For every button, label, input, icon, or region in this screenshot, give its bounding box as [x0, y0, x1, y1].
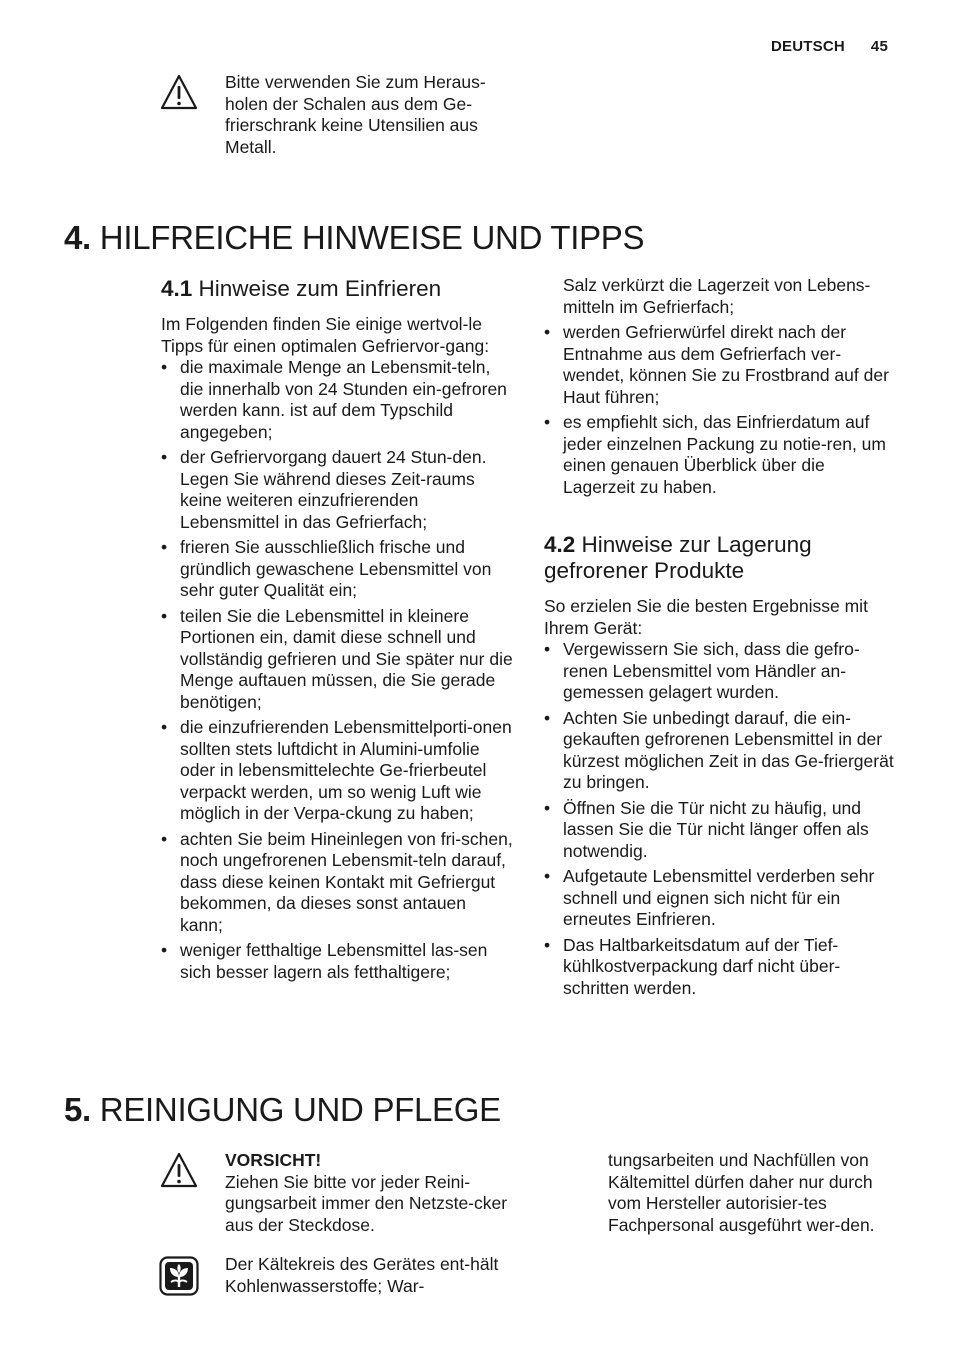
list-item: • achten Sie beim Hineinlegen von fri-schen, noch ungefrorenen Lebensmit-teln darauf, dass diese keinen Kontakt mit Gefriergut bekommen, da dieses sonst antauen kann;	[161, 829, 513, 937]
subsection-number: 4.2	[544, 532, 576, 557]
environment-text: Der Kältekreis des Gerätes ent-hält Kohlenwasserstoffe; War-	[225, 1254, 499, 1296]
warning-triangle-icon	[159, 73, 199, 113]
environment-icon-box	[159, 1256, 199, 1301]
section-number: 4.	[64, 219, 91, 256]
list-item: • weniger fetthaltige Lebensmittel las-sen sich besser lagern als fetthaltigere;	[161, 940, 513, 983]
continued-text: Salz verkürzt die Lagerzeit von Lebens-mitteln im Gefrierfach;	[563, 275, 871, 317]
subsection-4-1-heading	[161, 276, 513, 302]
caution-block	[225, 1150, 515, 1236]
section-4-heading	[64, 219, 884, 257]
section-5-heading	[64, 1091, 884, 1129]
subsection-4-2-heading	[544, 532, 896, 584]
section-title: HILFREICHE HINWEISE UND TIPPS	[99, 219, 645, 256]
caution-label: VORSICHT!	[225, 1150, 322, 1170]
storage-tips-list	[544, 639, 896, 999]
subsection-intro: So erzielen Sie die besten Ergebnisse mit Ihrem Gerät:	[544, 596, 868, 638]
warning-triangle-icon	[159, 1151, 199, 1191]
subsection-intro: Im Folgenden finden Sie einige wertvol-le Tipps für einen optimalen Gefriervor-gang:	[161, 314, 490, 356]
section-number: 5.	[64, 1091, 91, 1128]
right-column	[544, 275, 896, 1003]
freezing-tips-list	[161, 357, 513, 983]
list-item: • Vergewissern Sie sich, dass die gefro-renen Lebensmittel vom Händler an-gemessen gelagert wurden.	[544, 639, 896, 704]
caution-icon	[159, 1151, 199, 1196]
subsection-title: Hinweise zum Einfrieren	[198, 276, 442, 301]
section-title: REINIGUNG UND PFLEGE	[99, 1091, 501, 1128]
list-item: • der Gefriervorgang dauert 24 Stun-den. Legen Sie während dieses Zeit-raums keine weiteren einzufrierenden Lebensmittel in das Gefrierfach;	[161, 447, 513, 533]
list-item: • Aufgetaute Lebensmittel verderben sehr schnell und eignen sich nicht für ein erneutes Einfrieren.	[544, 866, 896, 931]
subsection-title: Hinweise zur Lagerung gefrorener Produkte	[544, 532, 812, 583]
caution-text: Ziehen Sie bitte vor jeder Reini-gungsarbeit immer den Netzste-cker aus der Steckdose.	[225, 1171, 508, 1235]
list-item: • Das Haltbarkeitsdatum auf der Tief-kühlkostverpackung darf nicht über-schritten werden.	[544, 935, 896, 1000]
subsection-number: 4.1	[161, 276, 193, 301]
language-label: DEUTSCH	[771, 38, 845, 55]
maintenance-continued-text: tungsarbeiten und Nachfüllen von Kältemittel dürfen daher nur durch vom Hersteller autorisier-tes Fachpersonal ausgeführt wer-den.	[608, 1150, 875, 1235]
warning-icon-top	[159, 73, 199, 118]
list-item: • es empfiehlt sich, das Einfrierdatum auf jeder einzelnen Packung zu notie-ren, um einen genauen Überblick über die Lagerzeit zu haben.	[544, 412, 896, 498]
list-item: • teilen Sie die Lebensmittel in kleinere Portionen ein, damit diese schnell und vollständig gefrieren und Sie später nur die Menge auftauen müssen, die Sie gerade benötigen;	[161, 606, 513, 714]
left-column	[161, 276, 513, 987]
list-item: • frieren Sie ausschließlich frische und gründlich gewaschene Lebensmittel von sehr guter Qualität ein;	[161, 537, 513, 602]
list-item: • Öffnen Sie die Tür nicht zu häufig, und lassen Sie die Tür nicht länger offen als notwendig.	[544, 798, 896, 863]
list-item: • werden Gefrierwürfel direkt nach der Entnahme aus dem Gefrierfach ver-wendet, können Sie zu Frostbrand auf der Haut führen;	[544, 322, 896, 408]
top-warning-text: Bitte verwenden Sie zum Heraus-holen der Schalen aus dem Ge-frierschrank keine Utensilien aus Metall.	[225, 72, 486, 157]
freezing-tips-list-continued	[544, 322, 896, 498]
list-item: • die einzufrierenden Lebensmittelporti-onen sollten stets luftdicht in Alumini-umfolie oder in lebensmittelechte Ge-frierbeutel verpackt werden, um so wenig Luft wie möglich in der Verpa-ckung zu haben;	[161, 717, 513, 825]
list-item: • Achten Sie unbedingt darauf, die ein-gekauften gefrorenen Lebensmittel in der kürzest möglichen Zeit in das Ge-friergerät zu bringen.	[544, 708, 896, 794]
list-item: • die maximale Menge an Lebensmit-teln, die innerhalb von 24 Stunden ein-gefroren werden kann. ist auf dem Typschild angegeben;	[161, 357, 513, 443]
page-header	[771, 38, 888, 55]
page-number: 45	[870, 38, 888, 55]
environment-plant-icon	[159, 1256, 199, 1296]
